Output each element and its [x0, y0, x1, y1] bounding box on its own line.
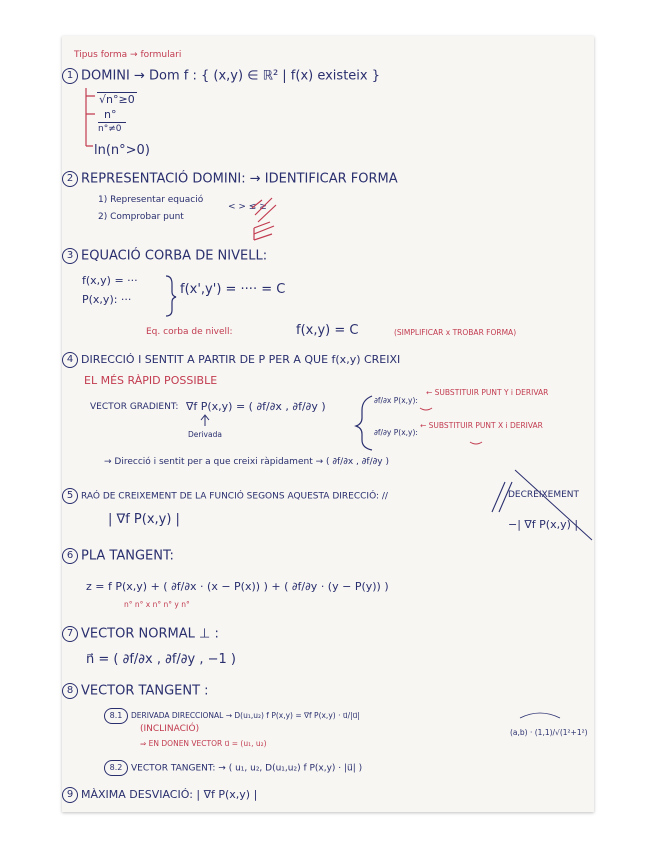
partials-brace — [356, 396, 372, 450]
gradient-up-arrow — [201, 415, 209, 426]
region-sketch-lower — [254, 222, 274, 240]
level-curve-note-hint: (SIMPLIFICAR x TROBAR FORMA) — [394, 328, 517, 337]
section-8-1-number: 8.1 — [104, 708, 128, 724]
section-1-number: 1 — [62, 68, 78, 84]
level-curve-point: P(x,y): ··· — [82, 293, 132, 306]
section-6-title: PLA TANGENT: — [81, 548, 174, 564]
gradient-dx-label: ∂f/∂x P(x,y): — [374, 396, 418, 405]
domain-fraction-den: n°≠0 — [98, 124, 122, 134]
section-3-title: EQUACIÓ CORBA DE NIVELL: — [81, 248, 268, 264]
domain-sqrt: √n°≥0 — [99, 93, 135, 106]
section-4-title: DIRECCIÓ I SENTIT A PARTIR DE P PER A QUE f(x,y) CREIXI — [81, 353, 401, 366]
gradient-direction: → Direcció i sentit per a que creixi ràpidament → ( ∂f/∂x , ∂f/∂y ) — [104, 457, 389, 467]
tangent-plane-equation: z = f P(x,y) + ( ∂f/∂x · (x − P(x)) ) + ( ∂f/∂y · (y − P(y)) ) — [86, 580, 389, 593]
section-9-title: MÀXIMA DESVIACIÓ: | ∇f P(x,y) | — [81, 788, 258, 801]
section-3-number: 3 — [62, 248, 78, 264]
level-curve-note-equation: f(x,y) = C — [296, 323, 359, 338]
level-curve-brace — [166, 276, 176, 316]
gradient-dy-label: ∂f/∂y P(x,y): — [374, 428, 418, 437]
section-8-title: VECTOR TANGENT : — [81, 683, 209, 699]
gradient-dy-hint: ← SUBSTITUIR PUNT X i DERIVAR — [420, 421, 543, 430]
section-2-title: REPRESENTACIÓ DOMINI: → IDENTIFICAR FORMA — [81, 171, 398, 187]
section-4-title-red: EL MÉS RÀPID POSSIBLE — [84, 374, 218, 387]
section-4-number: 4 — [62, 352, 78, 368]
growth-rate-norm: | ∇f P(x,y) | — [108, 512, 180, 527]
level-curve-result: f(x',y') = ···· = C — [180, 282, 286, 297]
double-slash — [492, 482, 512, 512]
section-1-title: DOMINI → Dom f : { (x,y) ∈ ℝ² | f(x) existeix } — [81, 68, 380, 84]
section-2-step-2: 2) Comprobar punt — [98, 212, 184, 222]
section-6-number: 6 — [62, 548, 78, 564]
header-tipus: Tipus forma → formulari — [74, 50, 182, 60]
section-8-1-inclination: (INCLINACIÓ) — [140, 724, 200, 734]
level-curve-function: f(x,y) = ··· — [82, 274, 138, 287]
section-8-2-title: VECTOR TANGENT: → ( u₁, u₂, D(u₁,u₂) f P(x,y) · |u⃗| ) — [131, 763, 363, 774]
gradient-label: VECTOR GRADIENT: — [90, 402, 179, 412]
cross-out-line — [515, 470, 592, 540]
hint-tick-dx — [420, 408, 432, 410]
section-8-1-given-vector: ⇒ EN DONEN VECTOR u⃗ = (u₁, u₂) — [140, 739, 267, 748]
section-2-number: 2 — [62, 171, 78, 187]
gradient-dx-hint: ← SUBSTITUIR PUNT Y i DERIVAR — [426, 388, 549, 397]
section-9-number: 9 — [62, 787, 78, 803]
section-8-2-number: 8.2 — [104, 760, 128, 776]
region-sketch-upper — [252, 198, 276, 222]
hint-tick-dy — [470, 442, 482, 444]
domain-fraction-num: n° — [104, 108, 117, 121]
section-8-1-title: DERIVADA DIRECCIONAL → D(u₁,u₂) f P(x,y) = ∇f P(x,y) · u⃗/|u⃗| — [131, 711, 360, 720]
inequality-symbols: < > ≤ ≥ — [228, 202, 267, 212]
side-sketch-arc — [520, 713, 560, 718]
gradient-derivada-note: Derivada — [188, 430, 222, 439]
domain-branch-arrow — [86, 88, 95, 146]
section-5-number: 5 — [62, 488, 78, 504]
decrease-label: DECREIXEMENT — [508, 490, 580, 500]
section-2-step-1: 1) Representar equació — [98, 195, 204, 205]
normal-vector-equation: n⃗ = ( ∂f/∂x , ∂f/∂y , −1 ) — [86, 652, 236, 667]
section-8-1-side-example: (a,b) · (1,1)/√(1²+1²) — [510, 728, 588, 737]
decrease-norm: −| ∇f P(x,y) | — [508, 518, 579, 531]
tangent-plane-sub-labels: n° n° x n° n° y n° — [124, 600, 190, 609]
domain-ln: ln(n°>0) — [94, 143, 150, 158]
level-curve-note-label: Eq. corba de nivell: — [146, 327, 233, 337]
section-8-number: 8 — [62, 683, 78, 699]
section-7-title: VECTOR NORMAL ⊥ : — [81, 626, 219, 642]
section-5-title: RAÓ DE CREIXEMENT DE LA FUNCIÓ SEGONS AQUESTA DIRECCIÓ: // — [81, 491, 388, 502]
gradient-equation: ∇f P(x,y) = ( ∂f/∂x , ∂f/∂y ) — [186, 400, 326, 413]
section-7-number: 7 — [62, 626, 78, 642]
